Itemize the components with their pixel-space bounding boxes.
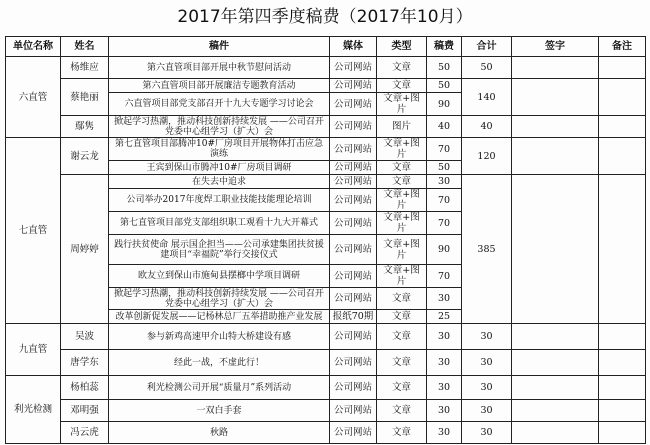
note-cell <box>599 324 646 350</box>
sign-cell[interactable] <box>512 116 599 138</box>
header-sign: 签字 <box>512 37 599 57</box>
table-row <box>6 422 646 444</box>
type-cell: 文章 <box>377 161 427 175</box>
note-cell <box>599 376 646 400</box>
table-row <box>6 400 646 422</box>
name-cell: 唐学东 <box>61 350 109 376</box>
sign-cell[interactable] <box>512 400 599 422</box>
fee-cell: 70 <box>427 265 462 288</box>
fee-cell: 90 <box>427 235 462 265</box>
type-cell: 文章+图片 <box>377 138 427 161</box>
article-cell: 公司举办2017年度焊工职业技能技能理论培训 <box>109 189 330 212</box>
type-cell: 文章 <box>377 288 427 310</box>
article-cell: 欧友立到保山市施甸县摆榔中学项目调研 <box>109 265 330 288</box>
name-cell: 谢云龙 <box>61 138 109 175</box>
header-media: 媒体 <box>330 37 377 57</box>
total-cell: 120 <box>462 138 512 175</box>
table-row <box>6 57 646 79</box>
name-cell: 吴波 <box>61 324 109 350</box>
fee-cell: 50 <box>427 79 462 93</box>
media-cell: 公司网站 <box>330 324 377 350</box>
fee-cell: 50 <box>427 161 462 175</box>
article-cell: 利光检测公司开展“质量月”系列活动 <box>109 376 330 400</box>
header-total: 合计 <box>462 37 512 57</box>
article-cell: 掀起学习热潮，推动科技创新持续发展 ——公司召开党委中心组学习（扩大）会 <box>109 116 330 138</box>
sign-cell[interactable] <box>512 350 599 376</box>
fee-cell: 30 <box>427 376 462 400</box>
type-cell: 文章 <box>377 324 427 350</box>
sign-cell[interactable] <box>512 175 599 324</box>
fee-cell: 30 <box>427 288 462 310</box>
media-cell: 公司网站 <box>330 212 377 235</box>
total-cell: 40 <box>462 116 512 138</box>
unit-cell: 六直管 <box>6 57 61 138</box>
media-cell: 公司网站 <box>330 175 377 189</box>
name-cell: 蔡艳丽 <box>61 79 109 116</box>
media-cell: 公司网站 <box>330 116 377 138</box>
total-cell: 30 <box>462 422 512 444</box>
fee-table <box>5 36 646 444</box>
header-article: 稿件 <box>109 37 330 57</box>
media-cell: 公司网站 <box>330 265 377 288</box>
article-cell: 践行扶贫使命 展示国企担当——公司承建集团扶贫援建项目“幸福院”举行交接仪式 <box>109 235 330 265</box>
media-cell: 公司网站 <box>330 57 377 79</box>
media-cell: 公司网站 <box>330 376 377 400</box>
unit-cell: 利光检测 <box>6 376 61 444</box>
sign-cell[interactable] <box>512 79 599 116</box>
article-cell: 一双白手套 <box>109 400 330 422</box>
type-cell: 文章 <box>377 376 427 400</box>
fee-cell: 30 <box>427 400 462 422</box>
media-cell: 公司网站 <box>330 189 377 212</box>
type-cell: 文章+图片 <box>377 265 427 288</box>
type-cell: 文章 <box>377 350 427 376</box>
total-cell: 50 <box>462 57 512 79</box>
article-cell: 参与新鸡高速甲介山特大桥建设有感 <box>109 324 330 350</box>
total-cell: 30 <box>462 350 512 376</box>
type-cell: 文章+图片 <box>377 93 427 116</box>
header-name: 姓名 <box>61 37 109 57</box>
sign-cell[interactable] <box>512 422 599 444</box>
media-cell: 公司网站 <box>330 161 377 175</box>
article-cell: 经此一战，不虚此行！ <box>109 350 330 376</box>
media-cell: 公司网站 <box>330 288 377 310</box>
article-cell: 第六直管项目部开展廉洁专题教育活动 <box>109 79 330 93</box>
fee-cell: 90 <box>427 93 462 116</box>
type-cell: 文章+图片 <box>377 212 427 235</box>
fee-cell: 70 <box>427 212 462 235</box>
type-cell: 文章+图片 <box>377 189 427 212</box>
article-cell: 第七直管项目部党支部组织职工观看十九大开幕式 <box>109 212 330 235</box>
type-cell: 文章 <box>377 57 427 79</box>
article-cell: 第六直管项目部开展中秋节慰问活动 <box>109 57 330 79</box>
note-cell <box>599 57 646 79</box>
sign-cell[interactable] <box>512 138 599 175</box>
type-cell: 文章 <box>377 310 427 324</box>
media-cell: 公司网站 <box>330 138 377 161</box>
table-row <box>6 116 646 138</box>
article-cell: 六直管项目部党支部召开十九大专题学习讨论会 <box>109 93 330 116</box>
sign-cell[interactable] <box>512 376 599 400</box>
media-cell: 公司网站 <box>330 79 377 93</box>
type-cell: 文章 <box>377 422 427 444</box>
table-row <box>6 376 646 400</box>
fee-cell: 70 <box>427 189 462 212</box>
header-unit: 单位名称 <box>6 37 61 57</box>
fee-cell: 50 <box>427 57 462 79</box>
sign-cell[interactable] <box>512 324 599 350</box>
media-cell: 公司网站 <box>330 235 377 265</box>
fee-cell: 70 <box>427 138 462 161</box>
note-cell <box>599 422 646 444</box>
name-cell: 鄢隽 <box>61 116 109 138</box>
total-cell: 30 <box>462 324 512 350</box>
article-cell: 王宾到保山市腾冲10#厂房项目调研 <box>109 161 330 175</box>
note-cell <box>599 138 646 175</box>
table-row <box>6 350 646 376</box>
table-row <box>6 175 646 189</box>
fee-cell: 30 <box>427 350 462 376</box>
fee-cell: 30 <box>427 324 462 350</box>
header-note: 备注 <box>599 37 646 57</box>
name-cell: 邓明强 <box>61 400 109 422</box>
table-row <box>6 79 646 93</box>
type-cell: 图片 <box>377 116 427 138</box>
note-cell <box>599 400 646 422</box>
article-cell: 掀起学习热潮，推动科技创新持续发展 ——公司召开党委中心组学习（扩大）会 <box>109 288 330 310</box>
media-cell: 公司网站 <box>330 93 377 116</box>
article-cell: 第七直管项目部腾冲10#厂房项目开展物体打击应急演练 <box>109 138 330 161</box>
header-type: 类型 <box>377 37 427 57</box>
table-row <box>6 324 646 350</box>
note-cell <box>599 175 646 324</box>
note-cell <box>599 350 646 376</box>
sign-cell[interactable] <box>512 57 599 79</box>
type-cell: 文章 <box>377 175 427 189</box>
unit-cell: 七直管 <box>6 138 61 324</box>
media-cell: 公司网站 <box>330 350 377 376</box>
fee-cell: 30 <box>427 422 462 444</box>
type-cell: 文章+图片 <box>377 235 427 265</box>
fee-cell: 30 <box>427 175 462 189</box>
type-cell: 文章 <box>377 400 427 422</box>
table-row <box>6 138 646 161</box>
article-cell: 在失去中追求 <box>109 175 330 189</box>
unit-cell: 九直管 <box>6 324 61 376</box>
header-fee: 稿费 <box>427 37 462 57</box>
name-cell: 冯云虎 <box>61 422 109 444</box>
name-cell: 杨柏蕊 <box>61 376 109 400</box>
page-title: 2017年第四季度稿费（2017年10月） <box>177 7 473 27</box>
name-cell: 杨维应 <box>61 57 109 79</box>
media-cell: 公司网站 <box>330 422 377 444</box>
note-cell <box>599 116 646 138</box>
name-cell: 周婷婷 <box>61 175 109 324</box>
media-cell: 公司网站 <box>330 400 377 422</box>
total-cell: 30 <box>462 400 512 422</box>
total-cell: 140 <box>462 79 512 116</box>
media-cell: 报纸70期 <box>330 310 377 324</box>
total-cell: 385 <box>462 175 512 324</box>
note-cell <box>599 79 646 116</box>
fee-cell: 40 <box>427 116 462 138</box>
total-cell: 30 <box>462 376 512 400</box>
article-cell: 秋路 <box>109 422 330 444</box>
type-cell: 文章 <box>377 79 427 93</box>
fee-cell: 25 <box>427 310 462 324</box>
header-row <box>6 37 646 57</box>
article-cell: 改革创新促发展——记杨林总厂五举措助推产业发展 <box>109 310 330 324</box>
